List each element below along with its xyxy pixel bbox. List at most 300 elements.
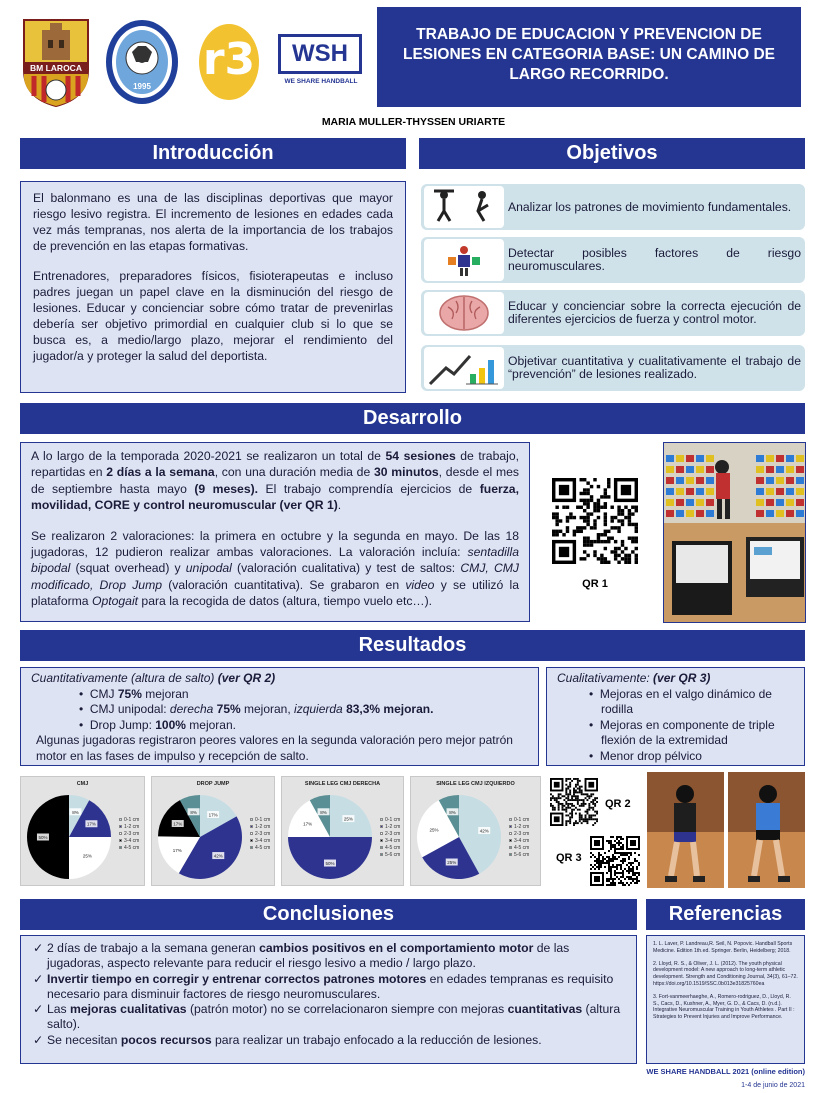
qr-module (592, 866, 594, 868)
qr-module (618, 864, 620, 866)
qr-module (596, 862, 598, 864)
qr-module (617, 530, 620, 533)
qr-module (631, 550, 634, 553)
qr-module (573, 793, 575, 795)
qr-module (618, 840, 620, 842)
qr-module (636, 882, 638, 884)
qr-module (550, 805, 552, 807)
qr-module (628, 878, 630, 880)
qr-module (586, 543, 589, 546)
qr-module (628, 554, 631, 557)
qr-module (581, 799, 583, 801)
qr-module (573, 788, 575, 790)
referencia-1: 1. L. Laver, P. Landreau,R. Seil, N. Popovic. Handball Sports Medicine. Edition 1th.ed. Springer. Berlin, Heidelberg; 2018. (653, 941, 793, 954)
data-label: 50% (325, 861, 335, 867)
qr-module (569, 807, 571, 809)
cuantitativo-note: Algunas jugadoras registraron peores valores en la segunda valoración pero mejor patrón motor en las fases de impulso y recepción de salto. (36, 733, 513, 763)
qr-module (588, 797, 590, 799)
qr-module (577, 822, 579, 824)
qr-module (594, 856, 596, 858)
qr-module (583, 516, 586, 519)
qr-module (604, 533, 607, 536)
qr-module (581, 816, 583, 818)
qr-module (636, 860, 638, 862)
conclusion-item-1: ✓ 2 días de trabajo a la semana generan cambios positivos en el comportamiento motor de las jugadoras, aspecto relevante para reducir el riesgo lesivo a medio / largo plazo. (33, 941, 570, 971)
qr-module (586, 795, 588, 797)
qr-module (579, 780, 581, 782)
qr-module (571, 809, 573, 811)
qr-module (635, 526, 638, 529)
qr-module (628, 862, 630, 864)
stadium-seat (686, 510, 694, 517)
brain-icon (424, 292, 504, 334)
qr-module (626, 870, 628, 872)
stadium-seat (696, 455, 704, 462)
qr-module (575, 795, 577, 797)
qr-module (631, 523, 634, 526)
qr-module (577, 791, 579, 793)
qr-module (554, 809, 556, 811)
qr-module (555, 506, 558, 509)
qr-module (571, 797, 573, 799)
qr-module (579, 816, 581, 818)
stadium-seat (756, 455, 764, 462)
qr-module (635, 536, 638, 539)
stadium-seat (706, 466, 714, 473)
stadium-seat (756, 499, 764, 506)
qr-module (569, 820, 571, 822)
qr-module (593, 509, 596, 512)
qr-module (622, 882, 624, 884)
legend-swatch (380, 846, 383, 849)
chart-legend (380, 817, 400, 859)
qr-module (628, 872, 630, 874)
qr-module (616, 864, 618, 866)
stadium-seat (686, 455, 694, 462)
qr-1-label: QR 1 (582, 578, 608, 590)
qr-module (614, 866, 616, 868)
qr-module (575, 778, 577, 780)
qr-module (567, 793, 569, 795)
stadium-seat (686, 466, 694, 473)
qr-module (552, 809, 554, 811)
qr-module (583, 536, 586, 539)
qr-module (622, 846, 624, 848)
desarrollo-box (20, 442, 530, 622)
qr-module (567, 807, 569, 809)
legend-swatch (509, 825, 512, 828)
qr-module (577, 778, 579, 780)
qr-module (604, 488, 607, 491)
legend-swatch (250, 825, 253, 828)
qr-module (618, 872, 620, 874)
cualitativo-list (557, 687, 794, 765)
qr-module (555, 523, 558, 526)
qr-module (632, 878, 634, 880)
qr-module (569, 816, 571, 818)
poster-title: TRABAJO DE EDUCACION Y PREVENCION DE LESIONES EN CATEGORIA BASE: UN CAMINO DE LARGO RECORRIDO. (377, 7, 801, 107)
qr-module (575, 784, 577, 786)
qr-module (604, 862, 606, 864)
qr-module (600, 854, 602, 856)
qr-module (632, 862, 634, 864)
stadium-seat (776, 488, 784, 495)
introduccion-paragraph-2: Entrenadores, preparadores físicos, fisioterapeutas e incluso padres juegan un papel clave en la disminución del riesgo de lesiones. Educar y concienciar sobre cómo tratar de prevenirlas debería ser objetivo primordial en cualquier club si lo que se busca es, a medio/largo plazo, mejorar el rendimiento del jugador/a y proteger la salud del deportista. (33, 269, 393, 363)
qr-module (608, 858, 610, 860)
stadium-seat (666, 466, 674, 473)
qr-module (592, 799, 594, 801)
qr-module (608, 860, 610, 862)
qr-module (583, 492, 586, 495)
qr-module (569, 786, 571, 788)
qr-module (607, 495, 610, 498)
qr-module (628, 561, 631, 564)
qr-module (612, 856, 614, 858)
qr-module (612, 866, 614, 868)
qr-finder (594, 840, 600, 846)
legend-label: 1-2 cm (124, 824, 140, 830)
qr-module (610, 516, 613, 519)
qr-module (588, 795, 590, 797)
legend-label: 1-2 cm (514, 824, 530, 830)
qr-module (598, 858, 600, 860)
qr-module (600, 495, 603, 498)
qr-module (577, 799, 579, 801)
qr-module (597, 499, 600, 502)
chart-title: CMJ (76, 781, 89, 787)
qr-module (577, 784, 579, 786)
check-icon: ✓ (33, 1002, 44, 1017)
qr-module (608, 866, 610, 868)
qr-module (610, 846, 612, 848)
qr-module (586, 822, 588, 824)
conclusiones-box (20, 935, 637, 1064)
stadium-seat (766, 466, 774, 473)
qr-module (565, 793, 567, 795)
chart-title: DROP JUMP (196, 781, 230, 787)
legend-label: 3-4 cm (124, 838, 140, 844)
qr-module (571, 811, 573, 813)
qr-module (569, 803, 571, 805)
qr-module (580, 516, 583, 519)
qr-module (624, 868, 626, 870)
qr-module (554, 797, 556, 799)
pie-chart-2 (151, 776, 275, 886)
qr-module (616, 868, 618, 870)
qr-module (575, 822, 577, 824)
pie-chart-3 (281, 776, 404, 886)
qr-module (597, 502, 600, 505)
qr-module (563, 805, 565, 807)
objetivo-item-3 (421, 290, 805, 336)
qr-code-2[interactable] (550, 778, 598, 826)
qr-module (586, 820, 588, 822)
qr-module (581, 793, 583, 795)
qr-module (621, 519, 624, 522)
qr-module (586, 502, 589, 505)
stadium-seat (696, 477, 704, 484)
qr-module (636, 876, 638, 878)
qr-finder (621, 485, 631, 495)
qr-module (624, 561, 627, 564)
qr-module (562, 795, 564, 797)
qr-module (608, 850, 610, 852)
qr-module (593, 526, 596, 529)
qr-module (606, 872, 608, 874)
qr-module (590, 485, 593, 488)
legend-entry (509, 831, 529, 838)
qr-module (604, 866, 606, 868)
pie-chart-4 (410, 776, 541, 886)
qr-module (628, 536, 631, 539)
conclusion-item-4: ✓ Se necesitan pocos recursos para realizar un trabajo enfocado a la reducción de lesiones. (33, 1032, 542, 1047)
qr-module (590, 807, 592, 809)
qr-module (610, 872, 612, 874)
stadium-seat (786, 499, 794, 506)
legend-label: 1-2 cm (255, 824, 271, 830)
qr-module (585, 818, 587, 820)
qr-module (620, 860, 622, 862)
qr-module (624, 878, 626, 880)
qr-module (598, 866, 600, 868)
qr-module (610, 868, 612, 870)
referencia-3: 3. Fort-vanmeerhaeghe, A., Romero-rodriguez, D., Lloyd, R. S., Cacs, D., Kushner, A., Myer, G. D., & Cacs, D. (n.d.). Integrative Neuromuscular Training in Youth Athletes . Part II : Strategies to Prevent Injuries and Improve Performance. (653, 993, 795, 1021)
stadium-seat (796, 477, 804, 484)
qr-module (604, 516, 607, 519)
qr-module (580, 499, 583, 502)
stadium-seat (686, 477, 694, 484)
objetivos-title: Objetivos (566, 142, 658, 164)
qr-module (626, 854, 628, 856)
qr-module (567, 788, 569, 790)
qr-module (571, 780, 573, 782)
athlete-photo-2 (728, 772, 805, 888)
qr-module (567, 805, 569, 807)
qr-module (628, 884, 630, 886)
qr-module (592, 801, 594, 803)
qr-module (610, 844, 612, 846)
introduccion-paragraph-1: El balonmano es una de las disciplinas deportivas que mayor riesgo lesivo registra. El incremento de lesiones en edades cada vez más tempranas, nos alerta de la importancia de los trabajos de prevención en las etapas formativas. (33, 191, 393, 253)
qr-module (563, 799, 565, 801)
stadium-seat (766, 488, 774, 495)
qr-module (621, 557, 624, 560)
cualitativo-item-3: • Menor drop pélvico (589, 748, 702, 763)
qr-module (579, 788, 581, 790)
qr-module (567, 803, 569, 805)
qr-module (586, 523, 589, 526)
qr-module (565, 788, 567, 790)
qr-module (566, 519, 569, 522)
qr-code-3[interactable] (590, 836, 640, 886)
qr-module (585, 811, 587, 813)
qr-module (577, 801, 579, 803)
stadium-seat (766, 510, 774, 517)
qr-module (630, 854, 632, 856)
qr-module (583, 488, 586, 491)
qr-module (598, 864, 600, 866)
resultados-title: Resultados (358, 634, 467, 656)
risk-factors-icon (424, 239, 504, 281)
qr-module (586, 793, 588, 795)
qr-module (612, 844, 614, 846)
qr-module (607, 540, 610, 543)
legend-swatch (250, 818, 253, 821)
qr-module (583, 557, 586, 560)
qr-module (620, 876, 622, 878)
qr-module (604, 523, 607, 526)
qr-module (580, 557, 583, 560)
qr-module (612, 864, 614, 866)
qr-module (621, 540, 624, 543)
qr-module (590, 816, 592, 818)
qr-module (622, 870, 624, 872)
qr-module (565, 820, 567, 822)
qr-module (555, 530, 558, 533)
qr-module (632, 880, 634, 882)
stadium-seat (676, 499, 684, 506)
qr-module (594, 818, 596, 820)
qr-module (608, 884, 610, 886)
qr-code-1[interactable] (552, 478, 638, 564)
qr-module (620, 852, 622, 854)
qr-module (554, 807, 556, 809)
qr-module (604, 852, 606, 854)
qr-module (562, 506, 565, 509)
stadium-seat (696, 488, 704, 495)
qr-module (600, 533, 603, 536)
qr-module (622, 838, 624, 840)
qr-module (562, 803, 564, 805)
qr-module (581, 803, 583, 805)
qr-module (594, 814, 596, 816)
qr-module (573, 809, 575, 811)
qr-module (608, 880, 610, 882)
qr-module (596, 811, 598, 813)
qr-module (598, 868, 600, 870)
qr-module (596, 801, 598, 803)
qr-module (581, 786, 583, 788)
stadium-seat (666, 488, 674, 495)
qr-module (634, 878, 636, 880)
qr-module (626, 864, 628, 866)
stadium-seat (766, 455, 774, 462)
qr-module (600, 866, 602, 868)
qr-module (618, 848, 620, 850)
qr-module (590, 868, 592, 870)
qr-module (636, 866, 638, 868)
qr-module (558, 793, 560, 795)
qr-module (626, 882, 628, 884)
check-icon: ✓ (33, 1032, 44, 1047)
legend-swatch (119, 832, 122, 835)
data-label: 42% (479, 828, 489, 834)
legend-entry (380, 845, 400, 852)
qr-module (634, 858, 636, 860)
legend-swatch (119, 839, 122, 842)
qr-module (594, 822, 596, 824)
qr-module (631, 506, 634, 509)
legend-entry (380, 817, 400, 824)
qr-module (552, 807, 554, 809)
qr-module (602, 856, 604, 858)
qr-module (552, 516, 555, 519)
qr-module (577, 795, 579, 797)
qr-module (607, 478, 610, 481)
qr-module (565, 822, 567, 824)
legend-label: 0-1 cm (514, 817, 530, 823)
qr-module (566, 506, 569, 509)
data-label: 17% (173, 821, 183, 827)
qr-module (614, 884, 616, 886)
chart-legend (250, 817, 270, 852)
qr-module (597, 506, 600, 509)
qr-module (571, 805, 573, 807)
legend-entry (509, 817, 529, 824)
qr-module (565, 814, 567, 816)
qr-module (585, 814, 587, 816)
qr-module (583, 805, 585, 807)
athlete-photo-1 (647, 772, 724, 888)
stadium-seat (786, 466, 794, 473)
qr-module (590, 864, 592, 866)
qr-module (573, 795, 575, 797)
qr-module (562, 533, 565, 536)
qr-module (573, 791, 575, 793)
wsh-logo-text: WSH (292, 40, 348, 67)
data-label: 17% (303, 821, 313, 827)
qr-module (618, 878, 620, 880)
cuantitativo-item-2: • CMJ unipodal: derecha 75% mejoran, izquierda 83,3% mejoran. (79, 702, 434, 716)
qr-module (573, 778, 575, 780)
qr-module (566, 516, 569, 519)
qr-module (593, 519, 596, 522)
stadium-seat (696, 466, 704, 473)
qr-module (592, 807, 594, 809)
qr-module (616, 848, 618, 850)
qr-module (618, 844, 620, 846)
legend-entry (380, 852, 400, 859)
qr-finder (554, 816, 560, 822)
qr-module (593, 540, 596, 543)
qr-module (635, 523, 638, 526)
qr-module (622, 844, 624, 846)
qr-module (592, 854, 594, 856)
qr-module (638, 874, 640, 876)
qr-module (586, 809, 588, 811)
qr-module (635, 509, 638, 512)
qr-module (631, 540, 634, 543)
qr-module (550, 803, 552, 805)
qr-module (590, 793, 592, 795)
qr-module (604, 561, 607, 564)
legend-entry (509, 845, 529, 852)
qr-module (581, 791, 583, 793)
data-label: 8% (72, 809, 79, 815)
qr-module (620, 882, 622, 884)
qr-module (588, 814, 590, 816)
qr-module (612, 854, 614, 856)
legend-swatch (509, 853, 512, 856)
chart-title: SINGLE LEG CMJ IZQUIERDO (436, 781, 515, 787)
qr-module (616, 872, 618, 874)
objetivo-text-1: Analizar los patrones de movimiento fundamentales. (508, 199, 792, 214)
qr-module (634, 874, 636, 876)
qr-module (634, 882, 636, 884)
introduccion-header (20, 138, 406, 169)
qr-module (580, 530, 583, 533)
footer-event: WE SHARE HANDBALL 2021 (online edition) (646, 1067, 805, 1076)
stadium-seat (676, 455, 684, 462)
